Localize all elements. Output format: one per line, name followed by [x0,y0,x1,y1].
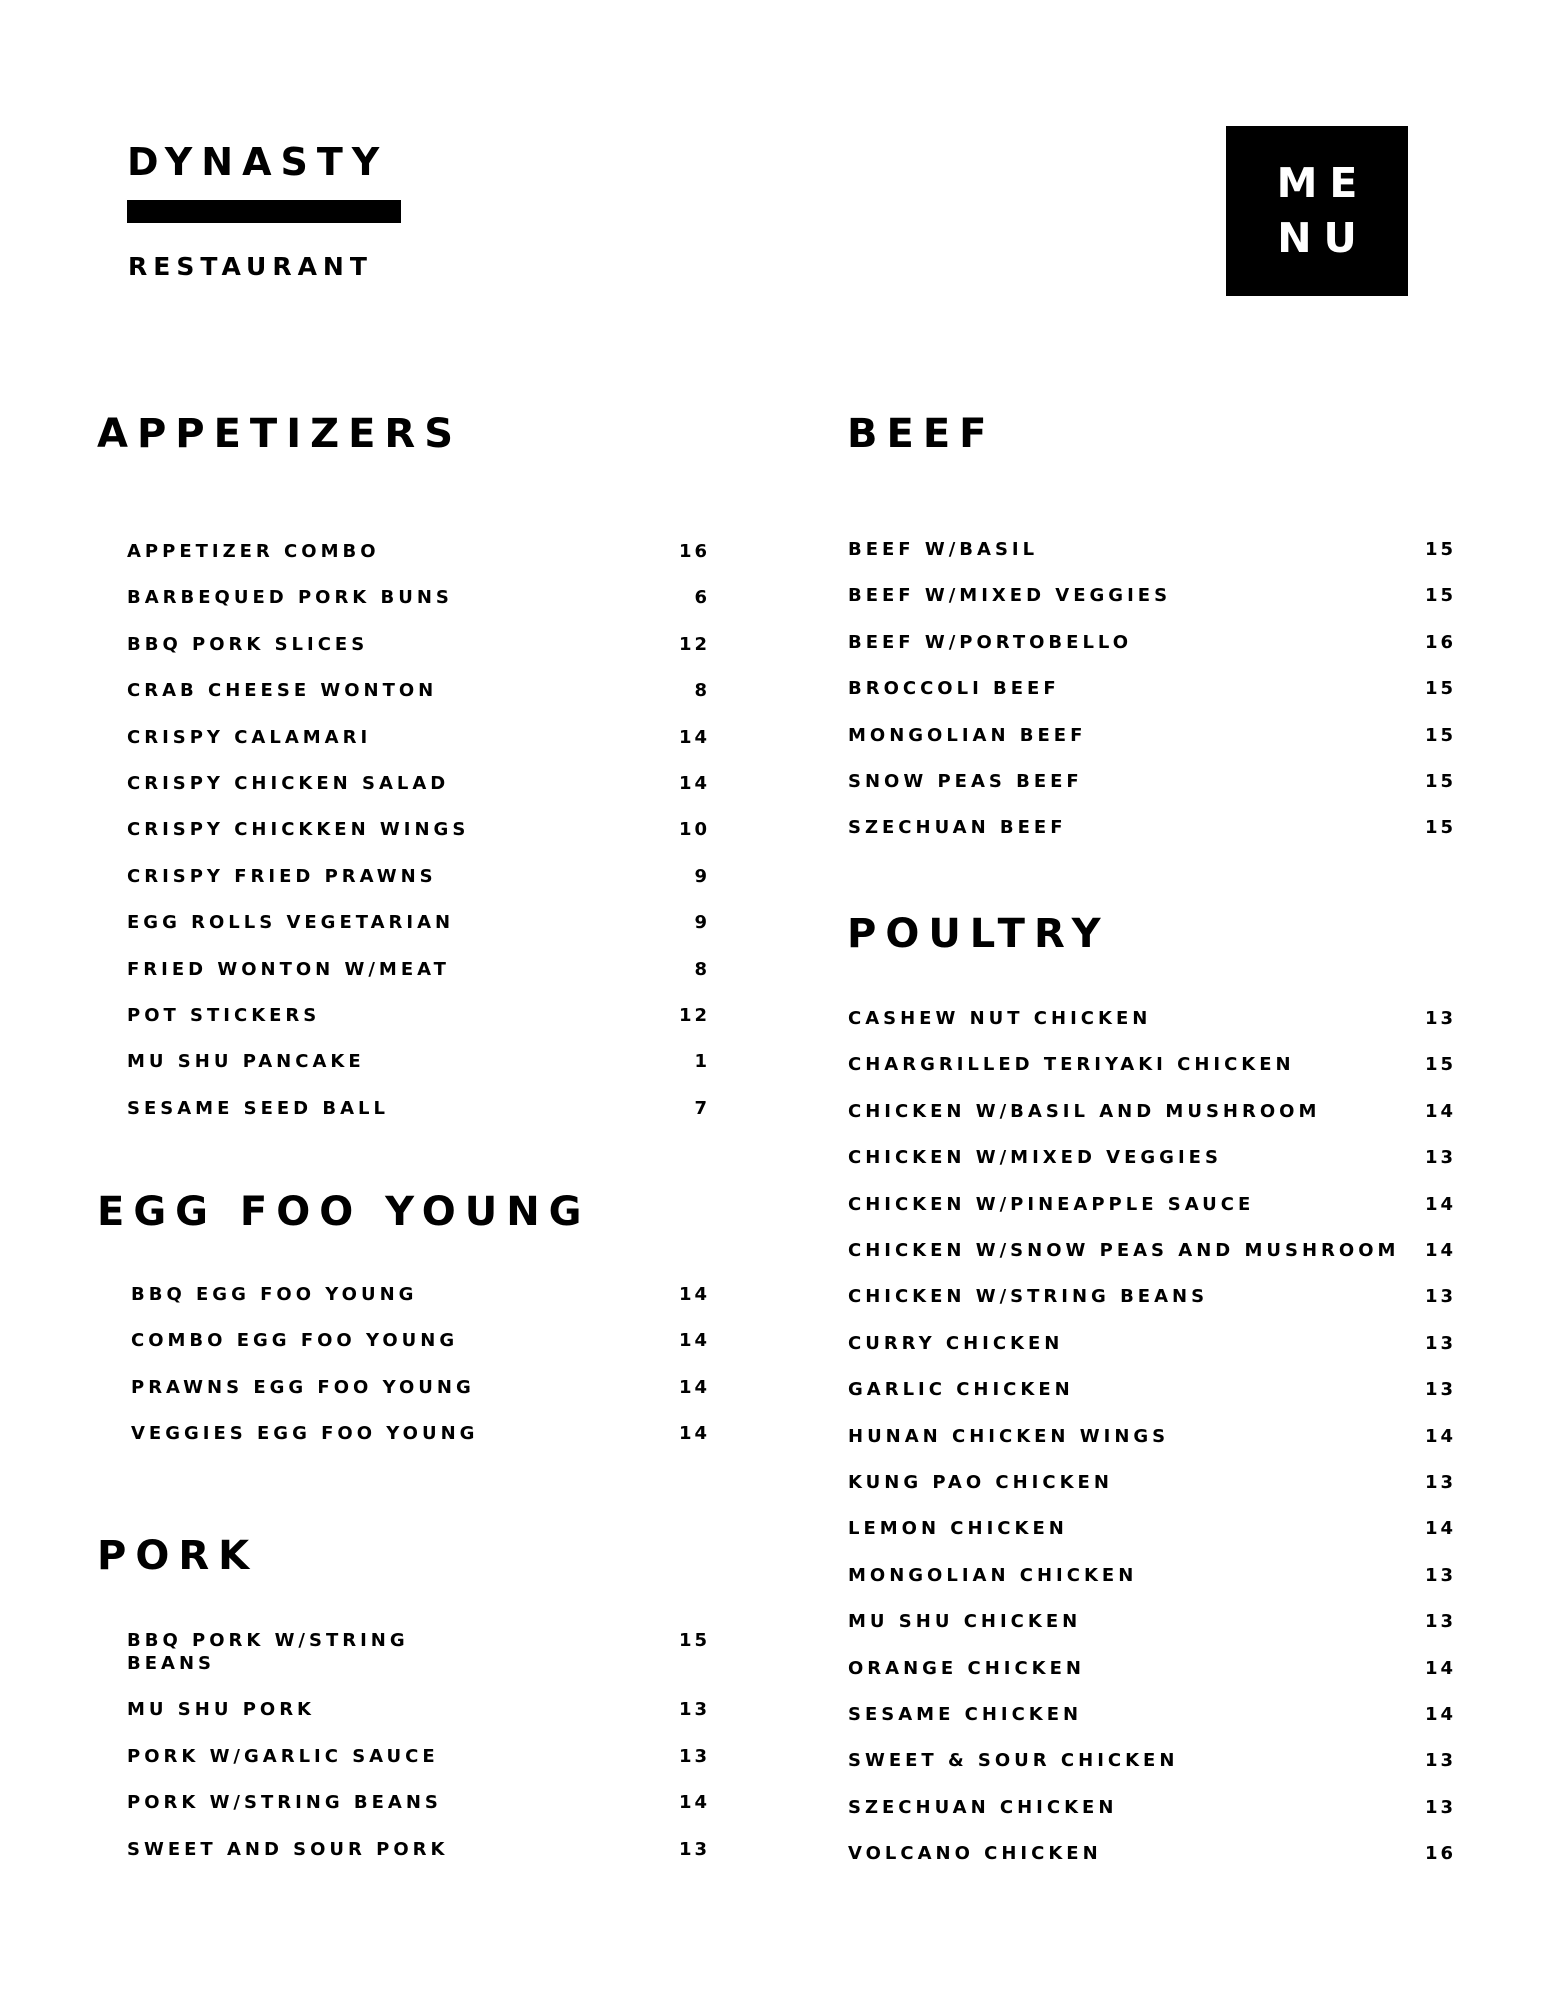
menu-item-price: 12 [678,633,710,655]
menu-item-name: CHICKEN W/STRING BEANS [848,1286,1209,1308]
menu-item-name: SNOW PEAS BEEF [848,771,1083,792]
menu-item-name: MONGOLIAN CHICKEN [848,1564,1138,1586]
menu-item-name: LEMON CHICKEN [848,1518,1068,1540]
menu-item-name: VOLCANO CHICKEN [848,1843,1102,1865]
menu-item-name: HUNAN CHICKEN WINGS [848,1425,1170,1447]
menu-item-price: 14 [678,726,710,748]
menu-item-name: MONGOLIAN BEEF [848,724,1087,746]
menu-item-price: 13 [1424,1472,1456,1493]
menu-badge-line-2: NU [1277,214,1369,262]
menu-item-price: 15 [1424,724,1456,746]
menu-item-price: 14 [678,1330,710,1352]
menu-item-name: BEEF W/MIXED VEGGIES [848,585,1172,607]
section-title-beef: BEEF [847,411,996,457]
menu-item-price: 13 [1424,1750,1456,1772]
menu-item-price: 14 [1424,1100,1456,1122]
menu-item-name: BEEF W/BASIL [848,539,1039,560]
menu-item-price: 15 [1424,539,1456,560]
menu-item-name: CRISPY FRIED PRAWNS [127,865,437,887]
menu-item-price: 16 [1424,631,1456,653]
menu-item-price: 16 [1424,1843,1456,1865]
menu-item-price: 15 [678,1630,710,1651]
menu-item-name: CURRY CHICKEN [848,1332,1064,1354]
menu-item-name: VEGGIES EGG FOO YOUNG [131,1423,479,1445]
menu-item-name: KUNG PAO CHICKEN [848,1472,1113,1493]
restaurant-name: DYNASTY [127,140,389,184]
menu-item-name: CHICKEN W/BASIL AND MUSHROOM [848,1100,1321,1122]
menu-item-name: MU SHU CHICKEN [848,1611,1082,1633]
menu-item-name: BBQ PORK W/STRING BEANS [127,1630,409,1674]
menu-item-price: 14 [1424,1704,1456,1725]
menu-item-name: BROCCOLI BEEF [848,678,1060,700]
brand-divider-bar [127,200,401,223]
menu-item-name: CHICKEN W/SNOW PEAS AND MUSHROOM [848,1240,1400,1261]
menu-item-price: 8 [694,958,710,980]
section-title-appetizers: APPETIZERS [97,411,463,457]
menu-item-name: BBQ PORK SLICES [127,633,369,655]
menu-item-price: 13 [1424,1564,1456,1586]
menu-item-name: CHICKEN W/PINEAPPLE SAUCE [848,1193,1255,1215]
menu-item-name: APPETIZER COMBO [127,541,380,562]
menu-item-price: 13 [1424,1611,1456,1633]
menu-item-price: 15 [1424,1054,1456,1076]
menu-item-name: CHICKEN W/MIXED VEGGIES [848,1147,1222,1169]
menu-item-name: SWEET & SOUR CHICKEN [848,1750,1179,1772]
menu-item-name: PORK W/GARLIC SAUCE [127,1745,439,1767]
restaurant-subtitle: RESTAURANT [128,252,373,281]
menu-item-price: 13 [678,1745,710,1767]
menu-item-name: SESAME SEED BALL [127,1097,389,1119]
menu-item-name: BEEF W/PORTOBELLO [848,631,1133,653]
menu-badge [1226,126,1408,296]
menu-item-price: 14 [678,1284,710,1305]
menu-item-price: 15 [1424,771,1456,792]
menu-item-price: 14 [678,1792,710,1814]
menu-item-price: 1 [694,1051,710,1073]
menu-item-name: SZECHUAN CHICKEN [848,1796,1118,1818]
menu-item-price: 14 [1424,1240,1456,1261]
section-title-egg-foo-young: EGG FOO YOUNG [97,1189,591,1235]
menu-item-name: EGG ROLLS VEGETARIAN [127,912,455,934]
menu-item-price: 14 [1424,1193,1456,1215]
menu-badge-line-1: ME [1276,159,1370,207]
menu-item-price: 13 [1424,1332,1456,1354]
menu-item-price: 7 [694,1097,710,1119]
menu-item-name: SWEET AND SOUR PORK [127,1838,449,1860]
menu-item-name: GARLIC CHICKEN [848,1379,1074,1401]
menu-item-price: 16 [678,541,710,562]
menu-item-price: 13 [1424,1379,1456,1401]
menu-item-name: BARBEQUED PORK BUNS [127,587,453,609]
menu-item-price: 13 [1424,1286,1456,1308]
menu-item-price: 15 [1424,585,1456,607]
menu-item-name: PRAWNS EGG FOO YOUNG [131,1376,475,1398]
menu-item-name: BBQ EGG FOO YOUNG [131,1284,418,1305]
menu-item-price: 14 [678,1423,710,1445]
menu-item-name: CASHEW NUT CHICKEN [848,1008,1152,1029]
menu-item-name: POT STICKERS [127,1005,321,1026]
menu-item-price: 15 [1424,817,1456,839]
menu-item-price: 8 [694,680,710,702]
menu-item-name: FRIED WONTON W/MEAT [127,958,450,980]
menu-item-price: 14 [678,773,710,794]
menu-item-price: 10 [678,819,710,841]
menu-item-name: CRAB CHEESE WONTON [127,680,438,702]
menu-item-price: 13 [1424,1796,1456,1818]
menu-item-name: ORANGE CHICKEN [848,1657,1085,1679]
menu-item-price: 9 [694,865,710,887]
menu-item-price: 14 [1424,1425,1456,1447]
menu-item-name: CRISPY CHICKEN SALAD [127,773,450,794]
menu-item-price: 13 [1424,1008,1456,1029]
menu-item-price: 15 [1424,678,1456,700]
menu-item-price: 9 [694,912,710,934]
menu-item-name: MU SHU PANCAKE [127,1051,365,1073]
menu-item-price: 13 [678,1699,710,1721]
menu-item-price: 13 [678,1838,710,1860]
menu-item-name: SZECHUAN BEEF [848,817,1067,839]
menu-item-name: PORK W/STRING BEANS [127,1792,442,1814]
section-title-pork: PORK [97,1533,259,1579]
menu-item-name: CRISPY CALAMARI [127,726,372,748]
menu-item-price: 14 [1424,1657,1456,1679]
menu-item-price: 13 [1424,1147,1456,1169]
menu-item-name: CRISPY CHICKKEN WINGS [127,819,470,841]
menu-item-name: MU SHU PORK [127,1699,316,1721]
menu-item-price: 14 [1424,1518,1456,1540]
menu-item-name: CHARGRILLED TERIYAKI CHICKEN [848,1054,1295,1076]
menu-item-price: 12 [678,1005,710,1026]
section-title-poultry: POULTRY [847,911,1110,957]
menu-item-price: 6 [694,587,710,609]
menu-item-price: 14 [678,1376,710,1398]
menu-item-name: SESAME CHICKEN [848,1704,1083,1725]
menu-item-name: COMBO EGG FOO YOUNG [131,1330,459,1352]
